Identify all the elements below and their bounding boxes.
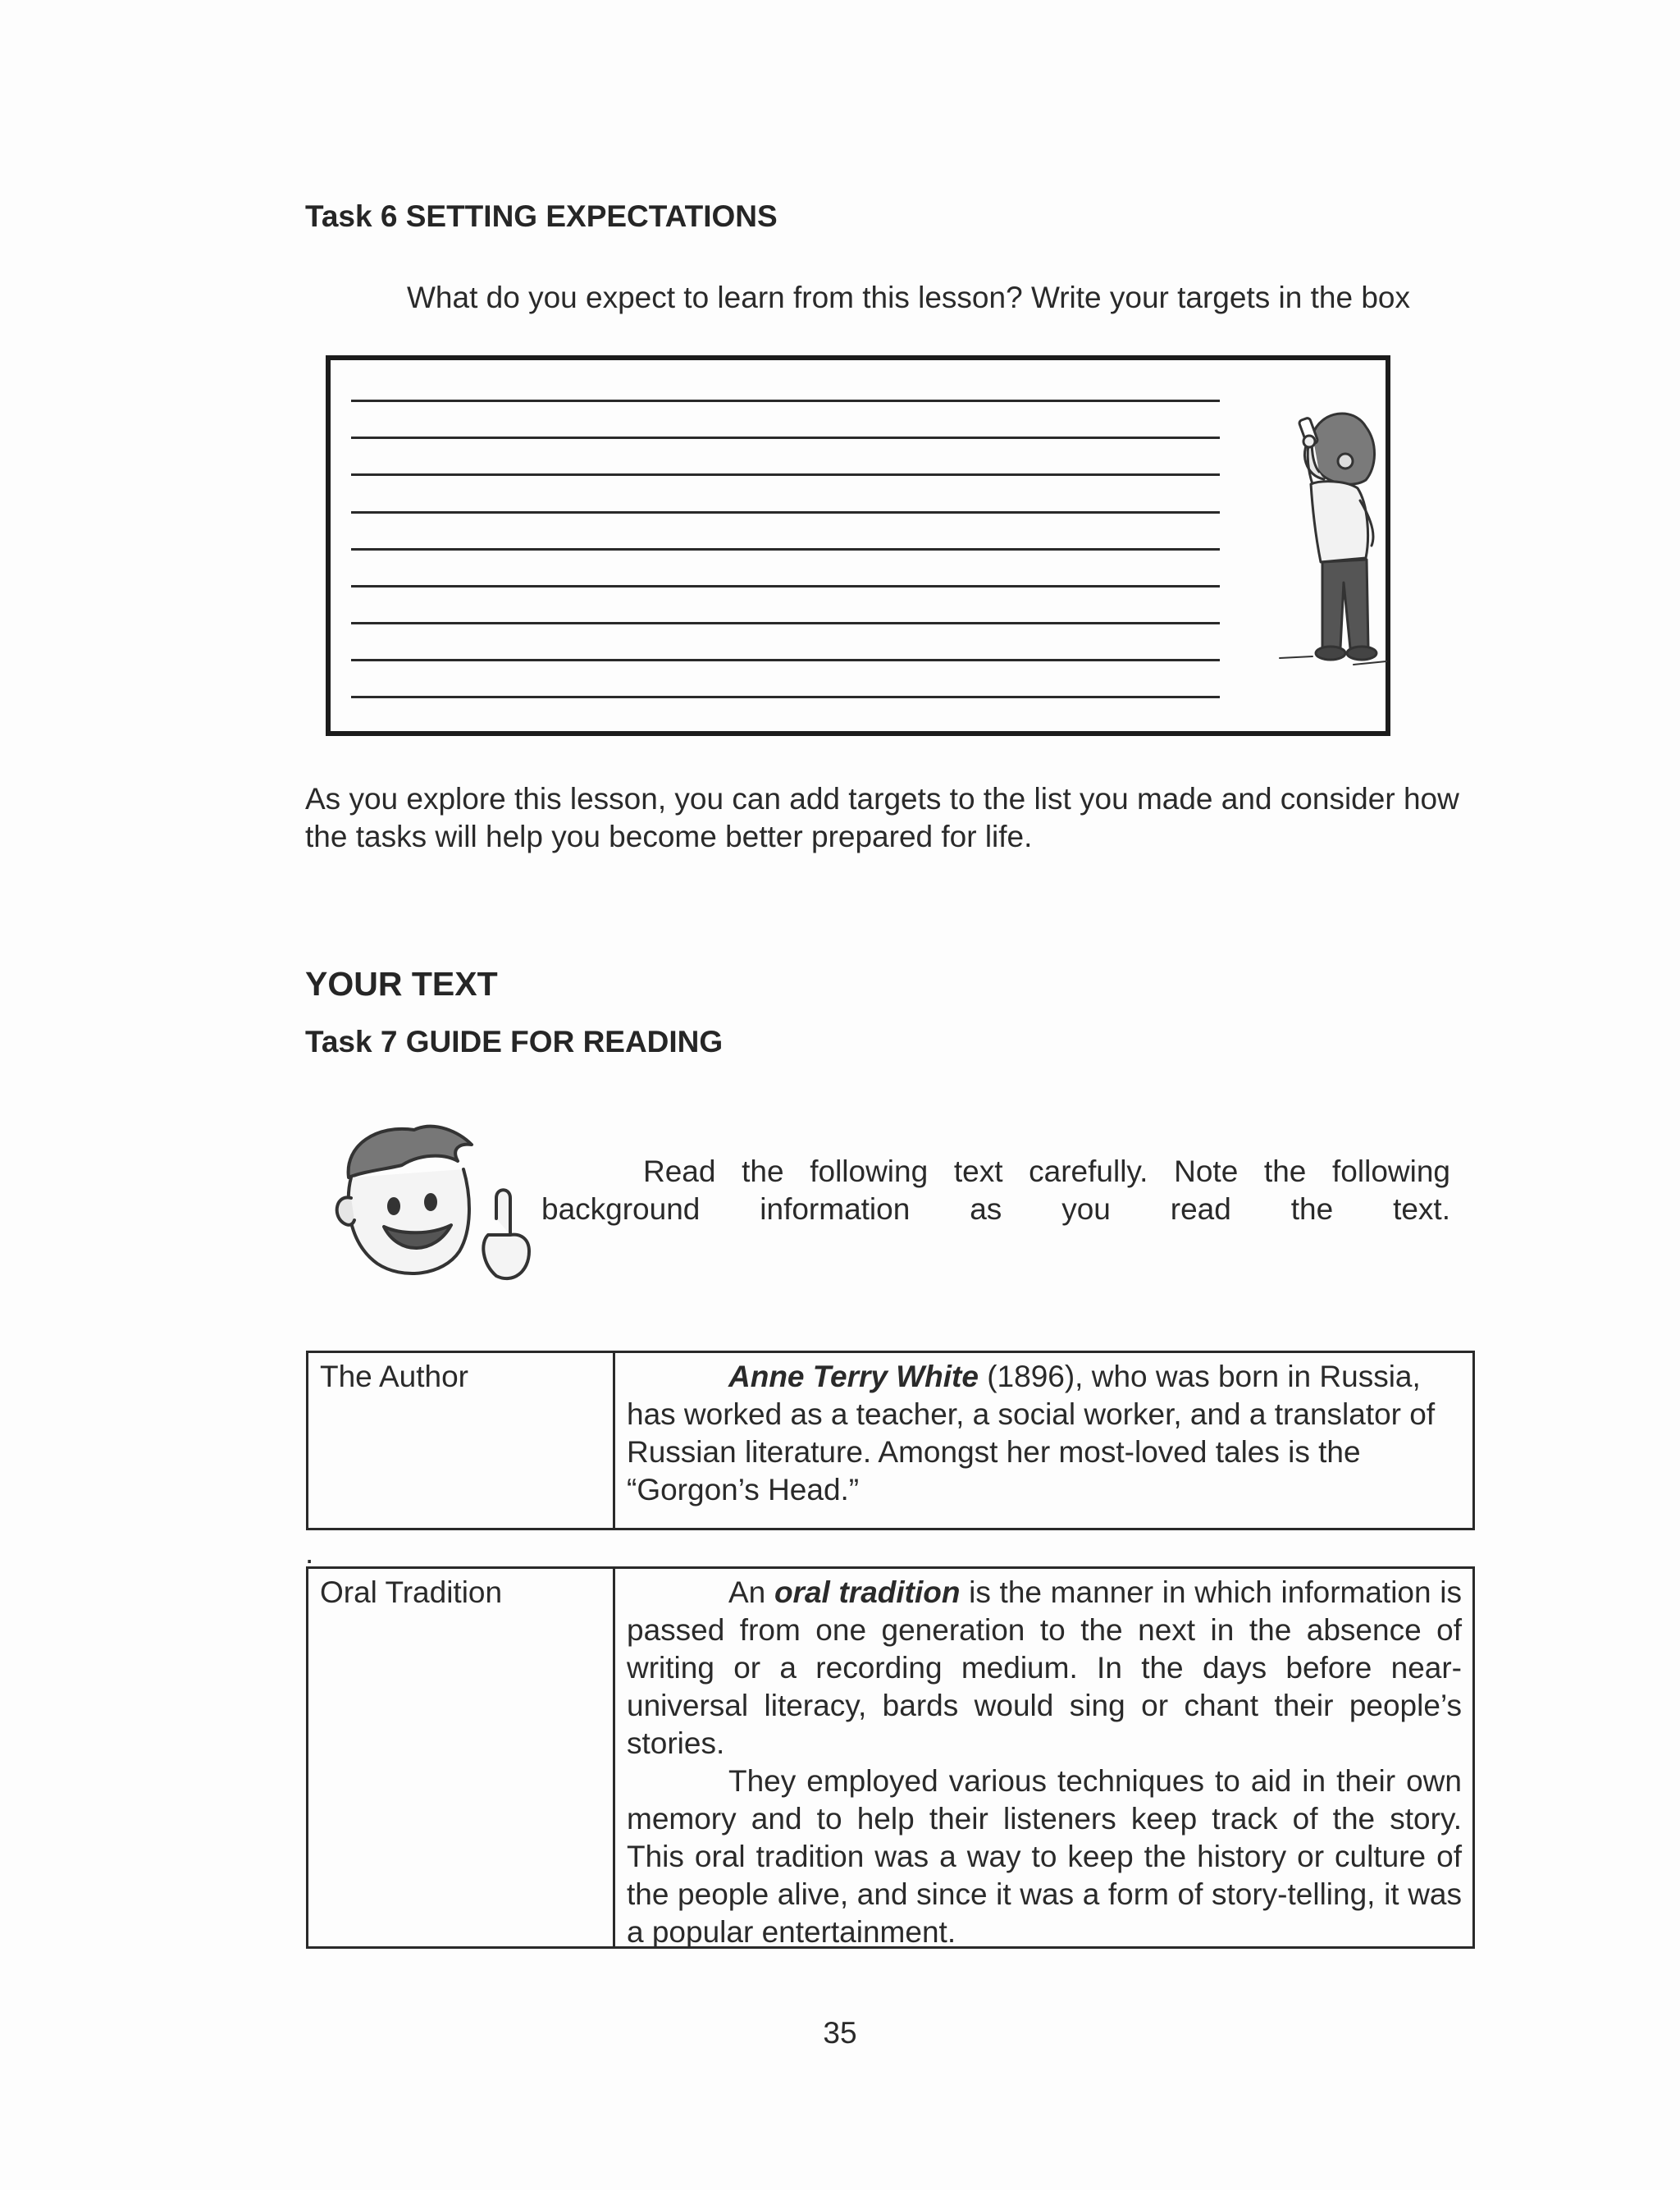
write-line-8[interactable] [351, 659, 1220, 661]
write-line-7[interactable] [351, 622, 1220, 624]
write-line-9[interactable] [351, 696, 1220, 698]
task7-intro-line1 [541, 1153, 1450, 1228]
oral-tradition-description [615, 1569, 1472, 1949]
separator-dot: . [305, 1536, 314, 1570]
write-line-3[interactable] [351, 473, 1220, 476]
write-line-5[interactable] [351, 548, 1220, 551]
pointing-boy-icon [320, 1120, 541, 1296]
write-line-6[interactable] [351, 585, 1220, 588]
author-table [306, 1351, 1475, 1530]
oral-tradition-label: Oral Tradition [308, 1569, 615, 1946]
oral-tradition-paragraph-1 [627, 1574, 1462, 1763]
oral-tradition-table [306, 1566, 1475, 1949]
page-number: 35 [823, 2016, 857, 2050]
task6-after-box: As you explore this lesson, you can add targets to the list you made and consider how the tasks will help you become better prepared for life. [305, 782, 1459, 853]
author-description [615, 1353, 1472, 1528]
author-name: Anne Terry White [728, 1360, 979, 1393]
oral-tradition-lead: An [728, 1575, 774, 1609]
oral-tradition-para1: is the manner in which information is passed from one generation to the next in the absence of writing or a recording medium. In the days before near-universal literacy, bards would sing or chant their people’s stories. [627, 1575, 1462, 1760]
your-text-heading: YOUR TEXT [305, 965, 498, 1003]
author-text: (1896), who was born in Russia, has worked as a teacher, a social worker, and a translator of Russian literature. Amongst her most-loved tales is the “Gorgon’s Head.” [627, 1360, 1436, 1506]
oral-tradition-paragraph-2 [627, 1763, 1462, 1951]
task7-heading: Task 7 GUIDE FOR READING [305, 1025, 724, 1058]
write-line-4[interactable] [351, 511, 1220, 514]
oral-tradition-para2: They employed various techniques to aid in their own memory and to help their listeners keep track of the story. This oral tradition was a way to keep the history or culture of the people alive, and since it was a form of story-telling, it was a popular entertainment. [627, 1764, 1462, 1949]
task6-instruction: What do you expect to learn from this lesson? Write your targets in the box [407, 281, 1410, 314]
task6-heading: Task 6 SETTING EXPECTATIONS [305, 199, 778, 233]
task7-intro: Read the following text carefully. Note the following background information as you read the text. [541, 1154, 1450, 1226]
oral-tradition-term: oral tradition [774, 1575, 961, 1609]
boy-with-marker-icon [1230, 402, 1388, 706]
write-line-1[interactable] [351, 400, 1220, 402]
author-label: The Author [308, 1353, 615, 1528]
write-line-2[interactable] [351, 437, 1220, 439]
